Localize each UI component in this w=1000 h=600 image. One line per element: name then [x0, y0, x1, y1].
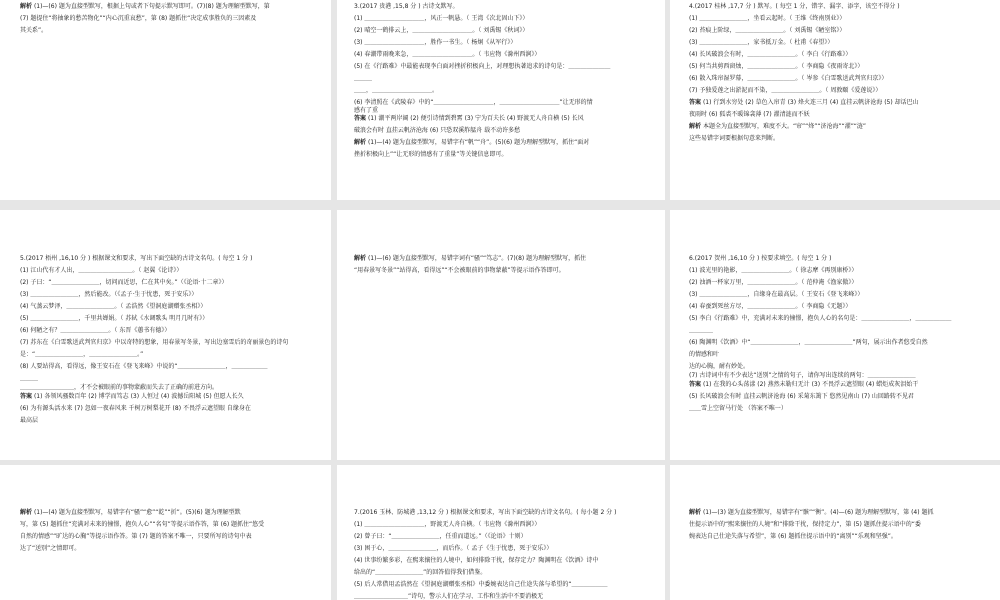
page-card [0, 210, 331, 460]
text-line: 答案 (1) 潮平两岸阔 (2) 便引诗情到碧霄 (3) 宁为百夫长 (4) 野渡无人舟自横 (5) 长风 [354, 115, 584, 122]
question-title: 3.(2017 贵港 ,15,8 分 ) 古诗文默写。 [354, 3, 459, 10]
question-title: 4.(2017 桂林 ,17,7 分 ) 默写。( 每空 1 分，错字、漏字、添字，该空不得分 ) [689, 3, 900, 10]
text-line: (6) 何陋之有？＿＿＿＿＿＿＿＿。（ 东晋《蕙书有德》） [20, 327, 171, 334]
page-card [337, 0, 665, 200]
text-line: (4) 世事纷繁多彩，在熙来攘往的人境中，如何排除干扰，保存定力？陶渊明在《饮酒》诗中 [354, 557, 599, 564]
text-line: 写，第 (5) 题抓住“充满对未来的憧憬，抱负人心”“名句”等提示语作答，第 (6) 题抓住“悠受 [20, 521, 265, 528]
text-line: ＿＿＿ [20, 375, 39, 382]
answer-label: 答案 [20, 393, 33, 400]
text-line: (1) ＿＿＿＿＿＿＿＿＿＿，野渡无人舟自横。（ 韦应物《滁州西涧》） [354, 521, 541, 528]
text-line: 答案 (1) 在我的心头荡漾 (2) 燕然未勒归无计 (3) 不畏浮云遮望眼 (4) 蜡炬成灰泪始干 [689, 381, 919, 388]
page-text [689, 507, 994, 543]
text-line: ＿＿＿＿ [689, 327, 714, 334]
text-line: (7) 予独爱莲之出淤泥而不染，＿＿＿＿＿＿＿＿。（ 周敦颐《爱莲说》） [689, 87, 882, 94]
text-line: (3) ＿＿＿＿＿＿＿＿＿＿，胜作一书生。（ 杨炯《从军行》） [354, 39, 517, 46]
text-line: (8) 人要站得高，看得远，像王安石在《登飞来峰》中说的“＿＿＿＿＿＿＿＿，＿＿＿＿＿＿ [20, 363, 268, 370]
text-line: 答案 (1) 行到水穷处 (2) 草色入帘青 (3) 烽火连三月 (4) 直挂云帆济沧海 (5) 却话巴山 [689, 99, 919, 106]
text-line: 给出的“＿＿＿＿＿＿＿＿”的回答值得我们借鉴。 [354, 569, 487, 576]
page-card [670, 0, 1000, 200]
analysis-label: 解析 [689, 123, 702, 130]
analysis-label: 解析 [689, 509, 702, 516]
text-line: 感有了重 [354, 107, 379, 114]
text-line: (4) 长风破浪会有时，＿＿＿＿＿＿＿＿。（ 李白《行路难》） [689, 51, 852, 58]
text-line: (1) ＿＿＿＿＿＿＿＿＿＿，风正一帆悬。（ 王湾《次北固山下》） [354, 15, 529, 22]
text-line: (1) 江山代有才人出，＿＿＿＿＿＿＿＿＿。（ 赵翼《论诗》） [20, 267, 183, 274]
text-line: (3) 困于心，＿＿＿＿＿＿＿＿，而后作。（ 孟子《生于忧患，死于安乐》） [354, 545, 553, 552]
text-line: (5) 何当共剪西窗烛，＿＿＿＿＿＿＿＿。（ 李商隐《夜雨寄北》） [689, 63, 864, 70]
page-card [0, 465, 331, 600]
question-title: 5.(2017 梧州 ,16,10 分 ) 根据课文和要求，写出下面空缺的古诗文名句。( 每空 1 分 ) [20, 255, 253, 262]
text-line: 是：“＿＿＿＿＿＿＿＿，＿＿＿＿＿＿＿＿。” [20, 351, 144, 358]
page-card [0, 0, 331, 200]
text-line: ＿＿＿＿＿＿＿＿＿，才不会被眼前的事物蒙蔽而失去了正确的前进方向。 [20, 384, 219, 391]
text-line: 挫折积极向上”“让无形的情感有了重量”等关键信息即可。 [354, 151, 508, 158]
text-line: (6) 陶渊明《饮酒》中“＿＿＿＿＿＿＿＿，＿＿＿＿＿＿＿＿”两句，展示出作者悠受自然 [689, 339, 928, 346]
text-line: (6) 李清照在《武陵春》中的“＿＿＿＿＿＿＿＿＿＿，＿＿＿＿＿＿＿＿＿＿”让无形的情 [354, 99, 593, 106]
text-line: (3) ＿＿＿＿＿＿＿＿，自缘身在最高层。（ 王安石《登飞来峰》） [689, 291, 864, 298]
text-line: 解析 (1)—(6) 题为直接型默写，易错字词有“骚”“笃志”。(7)(8) 题为理解型默写，抓住 [354, 255, 587, 262]
analysis-label: 解析 [20, 3, 33, 10]
page-text [354, 253, 659, 277]
text-line: (3) ＿＿＿＿＿＿＿＿，家书抵万金。（ 杜甫《春望》） [689, 39, 834, 46]
page-card [337, 465, 665, 600]
text-line: “用春景写冬景”“站得高，看得远”“不会被眼前的事物蒙蔽”等提示语作答即可。 [354, 267, 565, 274]
text-line: (4) 气蒸云梦泽，＿＿＿＿＿＿＿＿。（ 孟浩然《望洞庭湖赠张丞相》） [20, 303, 207, 310]
text-line: 答案 (1) 各领风骚数百年 (2) 博学而笃志 (3) 人恒过 (4) 波撼岳阳城 (5) 但愿人长久 [20, 393, 244, 400]
question-title: 6.(2017 贺州 ,16,10 分 ) 按要求填空。( 每空 1 分 ) [689, 255, 832, 262]
text-line: 住提示语中的“熙来攘往的人境”和“排除干扰，保持定力”，第 (5) 题抓住提示语中的“委 [689, 521, 921, 528]
text-line: (5) 长风破浪会有时 直挂云帆济沧海 (6) 采菊东篱下 悠然见南山 (7) 山回路转不见君 [689, 393, 914, 400]
text-line: (5) 在《行路难》中最能表现李白面对挫折积极向上，对理想执著追求的诗句是：＿＿＿＿＿＿＿ [354, 63, 611, 70]
text-line: 自然的情感”“旷达的心胸”等提示语作答。第 (7) 题的答案不唯一，只要所写的诗句中表 [20, 533, 252, 540]
page-text [354, 1, 659, 161]
text-line: 婉表达自己仕途失落与希望”，第 (6) 题抓住提示语中的“离别”“乐观和坚强”。 [689, 533, 897, 540]
text-line: 解析 (1)—(4) 题为直接型默写，易错字有“骚”“愈”“乾”“折”。(5)(6) 题为理解型默 [20, 509, 241, 516]
text-line: (7) 古诗词中有不少表达“送别”之情的句子，请你写出连续的两句：＿＿＿＿＿＿＿＿ [689, 372, 916, 379]
page-text [689, 253, 994, 415]
analysis-label: 解析 [20, 509, 33, 516]
text-line: 夜雨时 (6) 狐裘不暖锦衾薄 (7) 濯清涟而不妖 [689, 111, 810, 118]
text-line: 解析 本题全为直接型默写，难度不大。“帘”“烽”“济沧海”“濯”“涟” [689, 123, 867, 130]
text-line: 这些易错字词要根据句意来判断。 [689, 135, 780, 142]
text-line: (2) 晴空一鹤排云上，＿＿＿＿＿＿＿＿＿＿。（ 刘禹锡《秋词》） [354, 27, 529, 34]
analysis-label: 解析 [354, 139, 367, 146]
text-line: (4) 春蚕到死丝方尽，＿＿＿＿＿＿＿＿。（ 李商隐《无题》） [689, 303, 852, 310]
text-line: 最高层 [20, 417, 39, 424]
text-line: (4) 春潮带雨晚来急，＿＿＿＿＿＿＿＿＿＿。（ 韦应物《滁州西涧》） [354, 51, 541, 58]
text-line: (1) 波光里的艳影，＿＿＿＿＿＿＿＿。（ 徐志摩《再别康桥》） [689, 267, 858, 274]
text-line: (2) 苔痕上阶绿，＿＿＿＿＿＿＿＿。（ 刘禹锡《陋室铭》） [689, 27, 846, 34]
text-line: (2) 曾子曰：“＿＿＿＿＿＿＿＿，任重而道远。”（《论语》十则） [354, 533, 527, 540]
text-line: ＿＿＿ [354, 75, 373, 82]
page-card [670, 210, 1000, 460]
page-card [337, 210, 665, 460]
text-line: 解析 (1)—(3) 题为直接型默写，易错字有“骸”“衡”。(4)—(6) 题为理解型默写，第 (4) 题抓 [689, 509, 934, 516]
page-text [20, 253, 325, 427]
text-line: (6) 为有源头活水来 (7) 忽如一夜春风来 千树万树梨花开 (8) 不畏浮云遮望眼 自缘身在 [20, 405, 251, 412]
text-line: 达了“送别”之情即可。 [20, 545, 81, 552]
analysis-label: 解析 [354, 255, 367, 262]
answer-label: 答案 [689, 381, 702, 388]
text-line: ＿＿雪上空留马行处 （答案不唯一） [689, 405, 787, 412]
text-line: 解析 (1)—(4) 题为直接型默写，易错字有“帆”“舟”。(5)(6) 题为理解型默写，抓住“面对 [354, 139, 590, 146]
text-line: (6) 散入珠帘湿罗幕，＿＿＿＿＿＿＿＿。（ 岑参《白雪歌送武判官归京》） [689, 75, 888, 82]
text-line: (5) 后人常借用孟浩然在《望洞庭湖赠张丞相》中委婉表达自己仕途失落与希望的“＿＿＿＿＿＿ [354, 581, 608, 588]
text-line: 其关系”。 [20, 27, 48, 34]
text-line: (7) 题提住“将抽象的愁苦物化”“内心沉重哀愁”，第 (8) 题抓住“决定成事胜负的三因素及 [20, 15, 257, 22]
text-line: 达的心胸，耐有妙处。 [689, 363, 750, 370]
text-line: (7) 苏东在《白雪歌送武判官归京》中以奇特的想象，用春景写冬景，写出边塞雪后的奇丽景色的诗句 [20, 339, 289, 346]
text-line: ＿＿，＿＿＿＿＿＿＿＿＿＿。 [354, 87, 439, 94]
text-line: (3) ＿＿＿＿＿＿＿＿，然后能改。（《孟子·生于忧患，死于安乐》） [20, 291, 198, 298]
question-title: 7.(2016 玉林、防城港 ,13,12 分 ) 根据课文和要求，写出下面空缺的古诗文名句。( 每小题 2 分 ) [354, 509, 617, 516]
text-line: ＿＿＿＿＿＿＿＿＿”诗句，警示人们在学习、工作和生活中不要消极无 [354, 593, 544, 600]
page-text [20, 1, 325, 37]
text-line: (2) 浊酒一杯家万里，＿＿＿＿＿＿＿＿。（ 范仲淹《渔家傲》） [689, 279, 858, 286]
page-text [20, 507, 325, 555]
text-line: (1) ＿＿＿＿＿＿＿＿，坐看云起时。（ 王维《终南别业》） [689, 15, 846, 22]
page-text [689, 1, 994, 145]
text-line: (5) ＿＿＿＿＿＿＿＿，千里共婵娟。（ 苏轼《水调歌头 明月几时有》） [20, 315, 209, 322]
text-line: 的情感和叶 [689, 351, 720, 358]
answer-label: 答案 [689, 99, 702, 106]
text-line: 破浪会有时 直挂云帆济沧海 (6) 只恐双溪舴艋舟 载不动许多愁 [354, 127, 521, 134]
text-line: 解析 (1)—(6) 题为直接型默写，根据上句或者下句提示默写即可。(7)(8) 题为理解型默写，第 [20, 3, 270, 10]
answer-label: 答案 [354, 115, 367, 122]
page-card [670, 465, 1000, 600]
text-line: (2) 子曰：“＿＿＿＿＿＿＿＿，切问而近思，仁在其中矣。”（《论语·十二章》） [20, 279, 228, 286]
page-text [354, 507, 659, 600]
text-line: (5) 李白《行路难》中，充满对未来的憧憬，抱负人心的名句是：＿＿＿＿＿＿＿＿，＿＿＿＿＿＿ [689, 315, 952, 322]
